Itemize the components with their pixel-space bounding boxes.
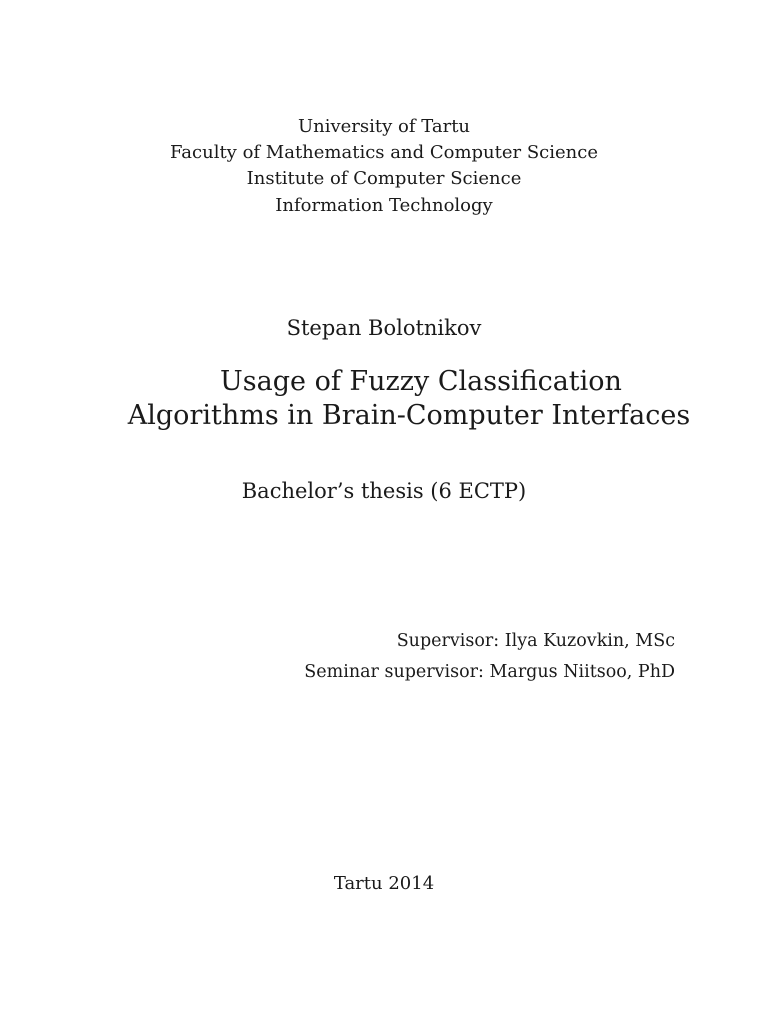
university-name: University of Tartu bbox=[297, 116, 471, 137]
thesis-title-line-2: Algorithms in Brain-Computer Interfaces bbox=[127, 400, 691, 431]
seminar-supervisor-line: Seminar supervisor: Margus Niitsoo, PhD bbox=[304, 662, 675, 682]
place-and-year: Tartu 2014 bbox=[333, 873, 435, 894]
institute-name: Institute of Computer Science bbox=[246, 168, 522, 189]
thesis-type: Bachelor’s thesis (6 ECTP) bbox=[241, 479, 527, 503]
programme-name: Information Technology bbox=[275, 195, 493, 216]
thesis-title-line-1: Usage of Fuzzy Classification bbox=[220, 366, 622, 397]
supervisor-line: Supervisor: Ilya Kuzovkin, MSc bbox=[396, 631, 675, 651]
author-name: Stepan Bolotnikov bbox=[286, 316, 482, 340]
faculty-name: Faculty of Mathematics and Computer Science bbox=[170, 142, 598, 163]
